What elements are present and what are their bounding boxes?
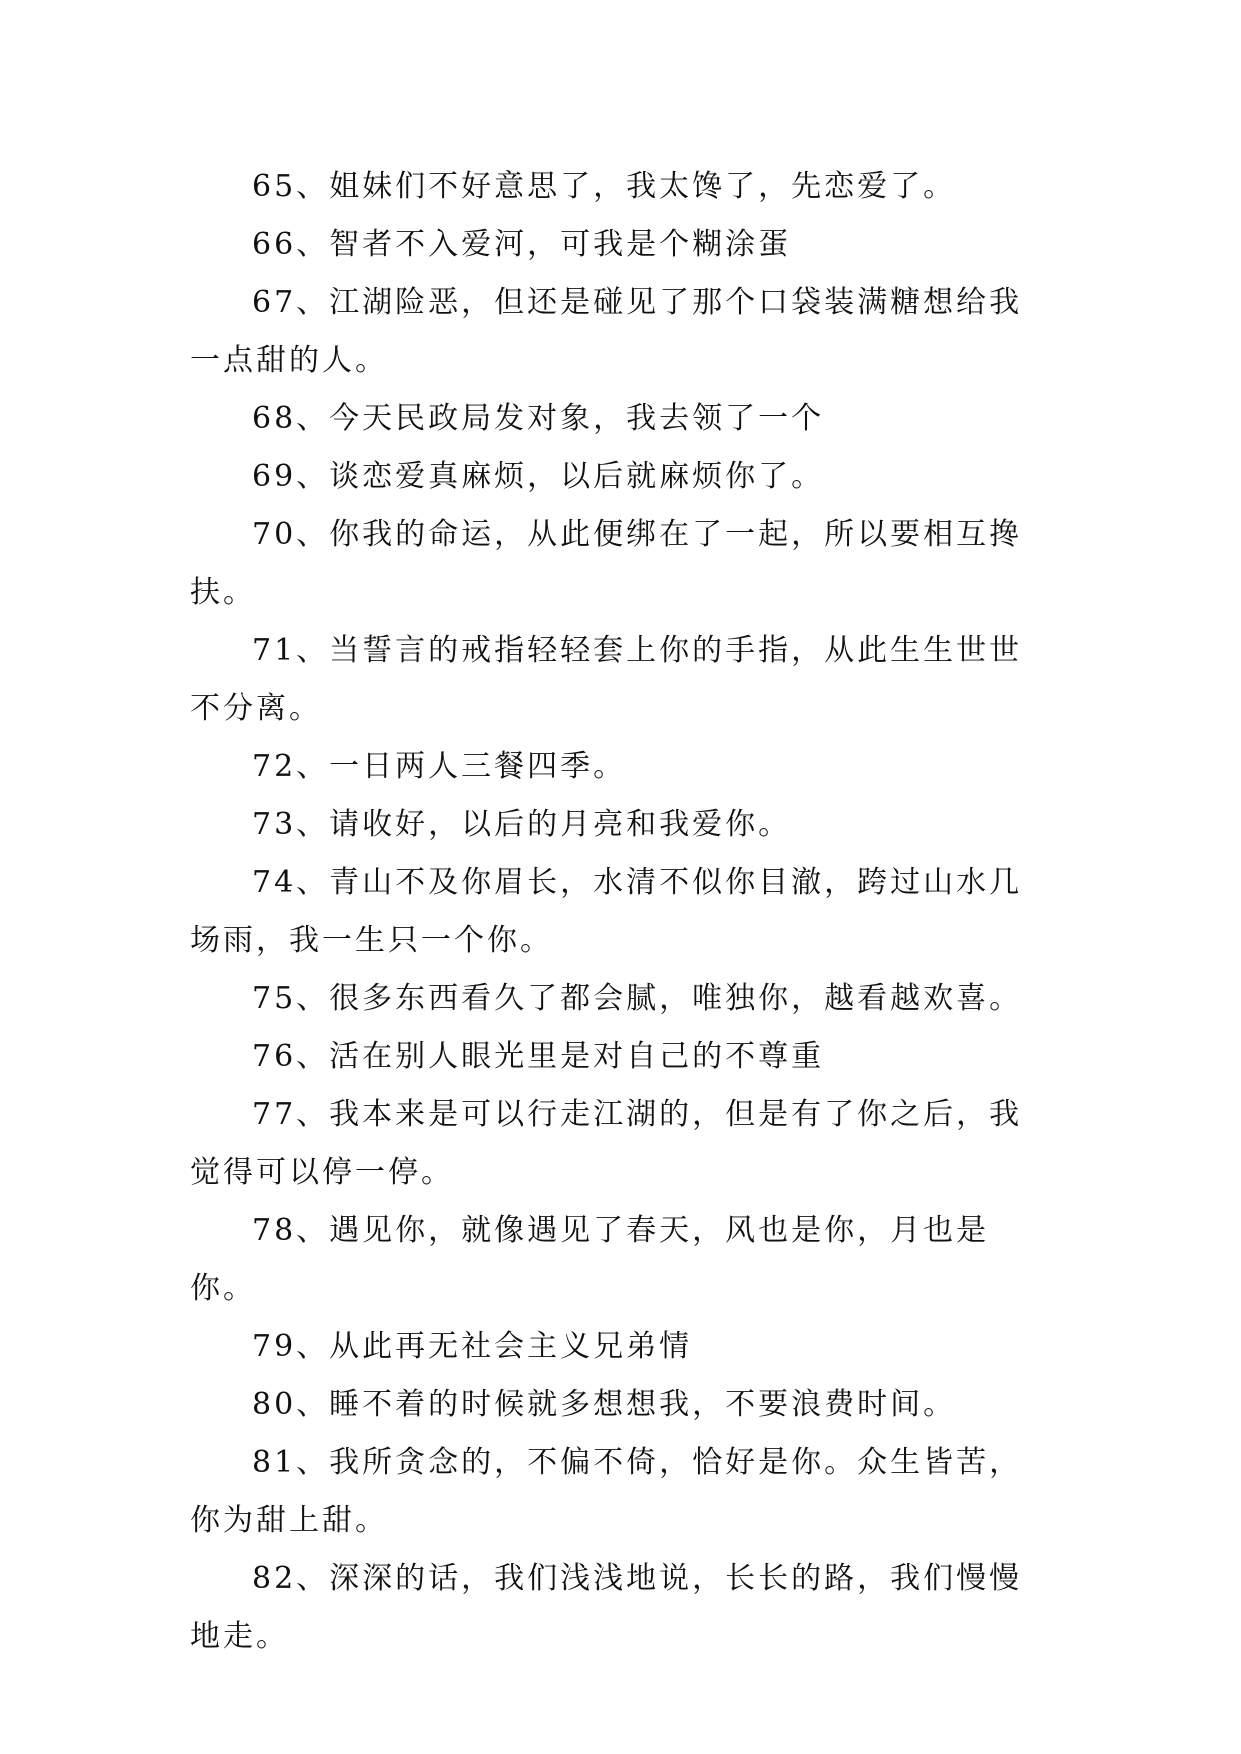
paragraph-75: 75、很多东西看久了都会腻，唯独你，越看越欢喜。 (252, 981, 1023, 1016)
paragraph-71: 71、当誓言的戒指轻轻套上你的手指，从此生生世世不分离。 (190, 633, 1023, 726)
paragraph-65: 65、姐妹们不好意思了，我太馋了，先恋爱了。 (252, 169, 957, 204)
paragraph-76: 76、活在别人眼光里是对自己的不尊重 (252, 1039, 825, 1074)
paragraph-81: 81、我所贪念的，不偏不倚，恰好是你。众生皆苦，你为甜上甜。 (190, 1445, 1023, 1538)
paragraph-67: 67、江湖险恶，但还是碰见了那个口袋装满糖想给我一点甜的人。 (190, 285, 1023, 378)
paragraph-79: 79、从此再无社会主义兄弟情 (252, 1329, 693, 1364)
paragraph-77: 77、我本来是可以行走江湖的，但是有了你之后，我觉得可以停一停。 (190, 1097, 1023, 1190)
paragraph-74: 74、青山不及你眉长，水清不似你目澈，跨过山水几场雨，我一生只一个你。 (190, 865, 1023, 958)
paragraph-69: 69、谈恋爱真麻烦，以后就麻烦你了。 (252, 459, 825, 494)
paragraph-80: 80、睡不着的时候就多想想我，不要浪费时间。 (252, 1387, 957, 1422)
paragraph-73: 73、请收好，以后的月亮和我爱你。 (252, 807, 792, 842)
paragraph-70: 70、你我的命运，从此便绑在了一起，所以要相互搀扶。 (190, 517, 1023, 610)
paragraph-66: 66、智者不入爱河，可我是个糊涂蛋 (252, 227, 792, 262)
document-body (190, 158, 1050, 1666)
paragraph-82: 82、深深的话，我们浅浅地说，长长的路，我们慢慢地走。 (190, 1561, 1023, 1654)
paragraph-78: 78、遇见你，就像遇见了春天，风也是你，月也是你。 (190, 1213, 990, 1306)
paragraph-68: 68、今天民政局发对象，我去领了一个 (252, 401, 825, 436)
paragraph-72: 72、一日两人三餐四季。 (252, 749, 627, 784)
